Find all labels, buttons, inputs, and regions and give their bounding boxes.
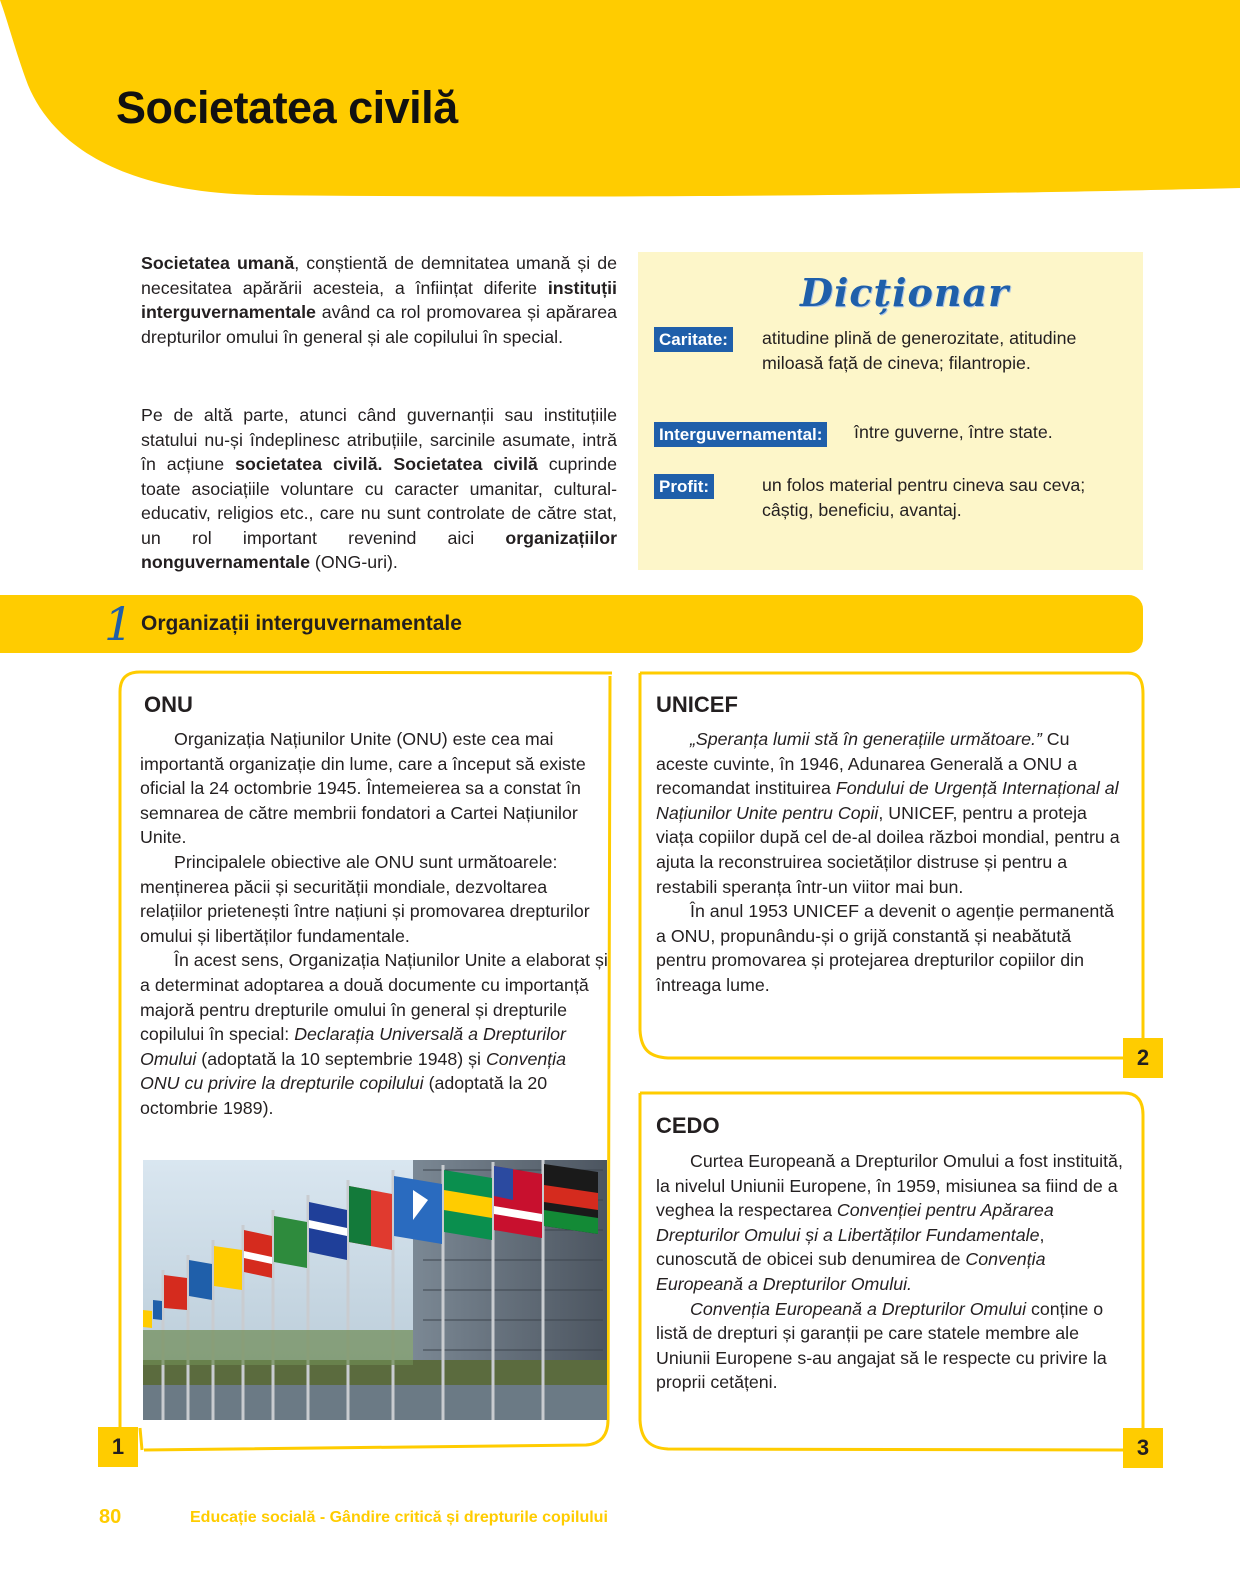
dictionary-term: Interguvernamental: [654,422,827,447]
footer-text: Educație socială - Gândire critică și drepturile copilului [190,1509,608,1526]
dictionary-title: Dicționar [800,270,1010,315]
un-flags-illustration [143,1160,607,1420]
card-body-cedo: Curtea Europeană a Drepturilor Omului a fost instituită, la nivelul Uniunii Europene, în 1959, misiunea sa fiind de a veghea la respectarea Convenției pentru Apărarea Drepturilor Omului și a Libertăților Fundamentale, cunoscută de obicei sub denumirea de Convenția Europeană a Drepturilor Omului. Convenția Europeană a Drepturilor Omului conține o listă de drepturi și garanții pe care statele membre ale Uniunii Europene s-au angajat să le respecte cu privire la proprii cetățeni. [656,1151,1123,1393]
card-number-cedo: 3 [1123,1428,1163,1468]
dictionary-term: Caritate: [654,327,733,352]
section-title: Organizații interguvernamentale [141,612,462,635]
card-title-unicef: UNICEF [656,692,738,717]
page-number: 80 [99,1506,122,1528]
dictionary-definition: atitudine plină de generozitate, atitudine miloasă față de cineva; filantropie. [762,328,1077,373]
card-number-unicef: 2 [1123,1038,1163,1078]
card-body-unicef: „Speranța lumii stă în generațiile următoare.” Cu aceste cuvinte, în 1946, Adunarea Generală a ONU a recomandat instituirea Fondului de Urgență Internațional al Națiunilor Unite pentru Copii, UNICEF, pentru a proteja viața copiilor după cel de-al doilea război mondial, pentru a ajuta la reconstruirea societăților distruse și pentru a restabili speranța într-un viitor mai bun. În anul 1953 UNICEF a devenit o agenție permanentă a ONU, propunându-și o grijă constantă și neabătută pentru promovarea și protejarea drepturilor copiilor din întreaga lume. [656,729,1120,995]
dictionary-definition: între guverne, între state. [854,422,1053,442]
page-title: Societatea civilă [116,82,458,133]
card-title-cedo: CEDO [656,1113,720,1138]
card-body-onu: Organizația Națiunilor Unite (ONU) este cea mai importantă organizație din lume, care a început să existe oficial la 24 octombrie 1945. Întemeierea sa a constat în semnarea de către membrii fondatori a Cartei Națiunilor Unite. Principalele obiective ale ONU sunt următoarele: menținerea păcii și securității mondiale, dezvoltarea relațiilor prietenești între națiuni și promovarea drepturilor omului și libertăților fundamentale. În acest sens, Organizația Națiunilor Unite a elaborat și a determinat adoptarea a două documente cu importanță majoră pentru drepturile omului în general și drepturile copilului în special: Declarația Universală a Drepturilor Omului (adoptată la 10 septembrie 1948) și Convenția ONU cu privire la drepturile copilului (adoptată la 20 octombrie 1989). [140,729,608,1118]
intro-paragraph-1: Societatea umană, conștientă de demnitatea umană și de necesitatea apărării acesteia, a înființat diferite instituții interguvernamentale având ca rol promovarea și apărarea drepturilor omului în general și ale copilului în special. [141,253,617,347]
section-number: 1 [104,597,134,651]
card-title-onu: ONU [144,692,193,717]
card-number-onu: 1 [98,1427,138,1467]
un-flags-photo [143,1160,607,1420]
dictionary-definition: un folos material pentru cineva sau ceva; câștig, beneficiu, avantaj. [762,475,1086,520]
intro-paragraph-2: Pe de altă parte, atunci când guvernanții sau instituțiile statului nu-și îndeplinesc atribuțiile, sarcinile asumate, intră în acțiune societatea civilă. Societatea civilă cuprinde toate asociațiile voluntare cu caracter umanitar, cultural-educativ, religios etc., care nu sunt controlate de către stat, un rol important revenind aici organizațiilor nonguvernamentale (ONG-uri). [141,405,617,572]
dictionary-term: Profit: [654,474,714,499]
